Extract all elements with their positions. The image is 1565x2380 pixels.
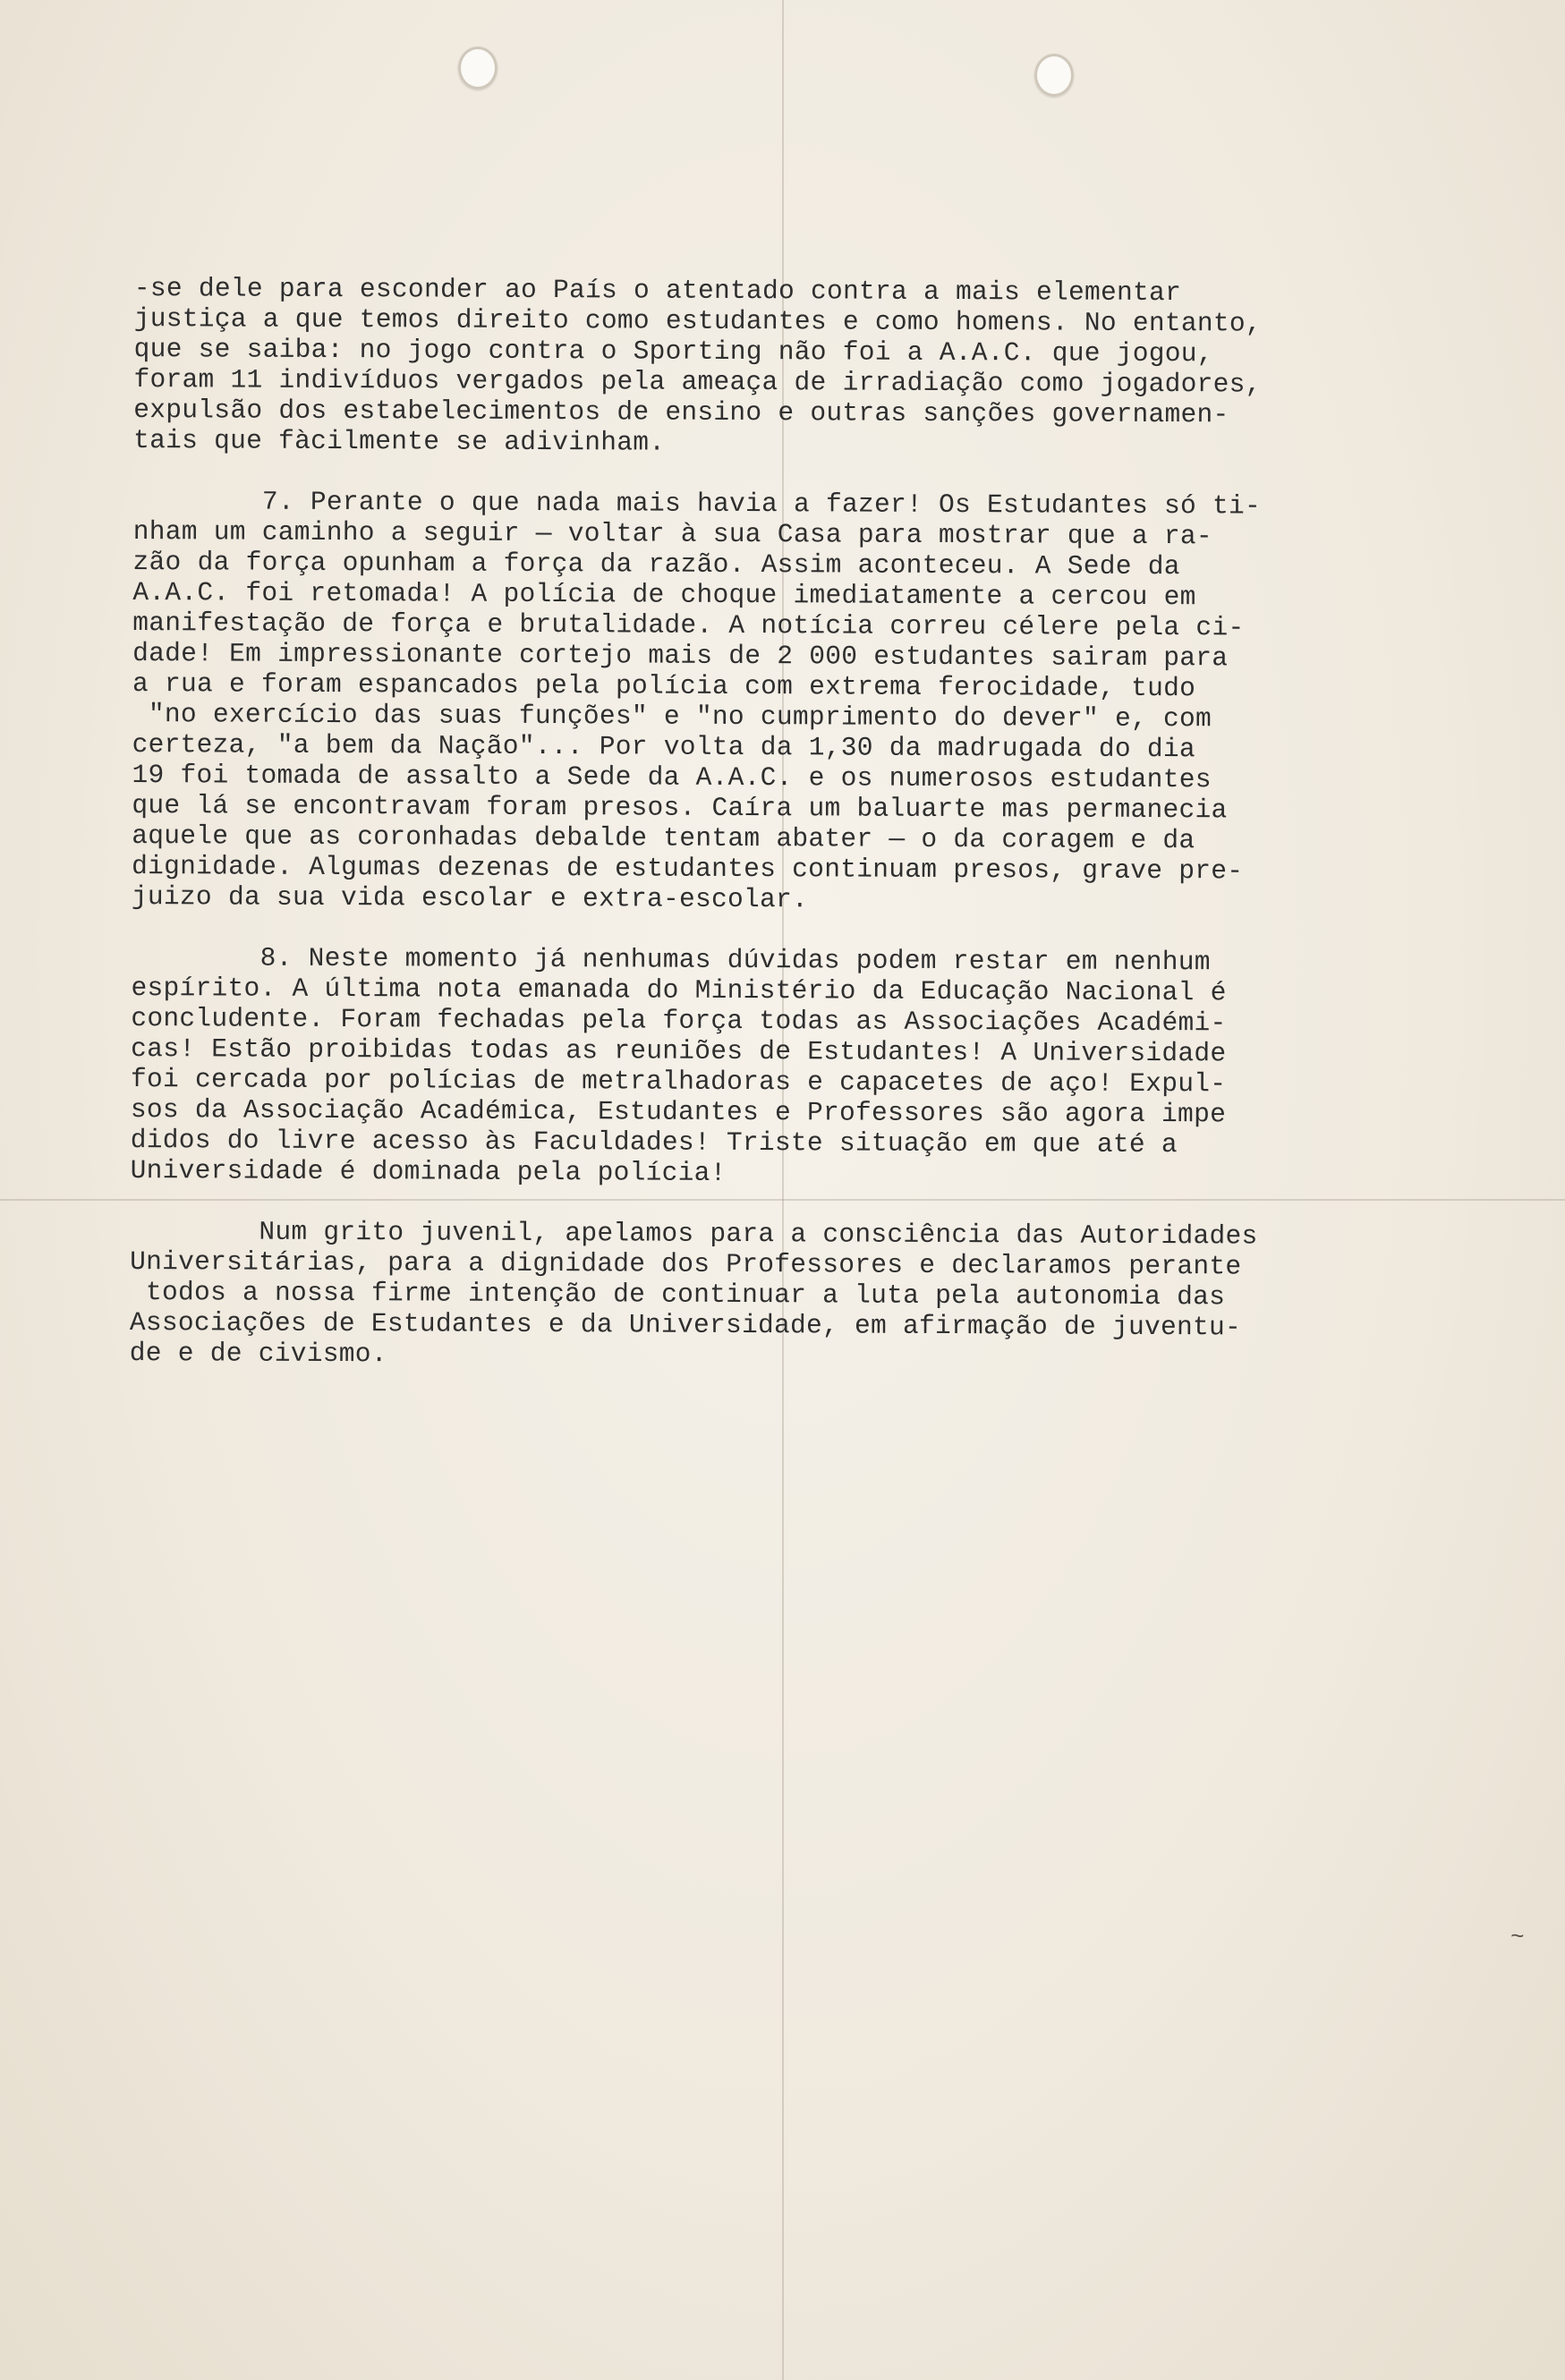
text-line: sos da Associação Académica, Estudantes e Professores são agora impe — [130, 1093, 1227, 1130]
text-line: tais que fàcilmente se adivinham. — [133, 424, 666, 458]
text-line: -se dele para esconder ao País o atentado contra a mais elementar — [133, 273, 1182, 309]
text-line: aquele que as coronhadas debalde tentam abater — o da coragem e da — [132, 820, 1195, 856]
text-line: Universidade é dominada pela polícia! — [130, 1154, 727, 1188]
paragraph-7 — [132, 486, 1377, 917]
text-line: 8. Neste momento já nenhumas dúvidas podem restar em nenhum — [131, 941, 1211, 978]
text-line: que lá se encontravam foram presos. Caíra um baluarte mas permanecia — [132, 789, 1228, 826]
text-line: certeza, "a bem da Nação"... Por volta da 1,30 da madrugada do dia — [132, 728, 1195, 765]
text-line: juizo da sua vida escolar e extra-escolar. — [131, 880, 809, 915]
text-line: Associações de Estudantes e da Universidade, em afirmação de juventu- — [129, 1306, 1242, 1343]
text-line: zão da força opunham a força da razão. Assim aconteceu. A Sede da — [132, 546, 1180, 582]
punch-hole-left — [458, 47, 498, 89]
paragraph-8 — [131, 942, 1375, 1191]
typewritten-text — [130, 273, 1378, 1373]
text-line: A.A.C. foi retomada! A polícia de choque imediatamente a cercou em — [132, 576, 1196, 613]
text-line: que se saiba: no jogo contra o Sporting não foi a A.A.C. que jogou, — [133, 333, 1213, 370]
text-line: todos a nossa firme intenção de continuar a luta pela autonomia das — [129, 1276, 1226, 1313]
text-line: foi cercada por polícias de metralhadoras e capacetes de aço! Expul- — [130, 1063, 1227, 1100]
text-line: dignidade. Algumas dezenas de estudantes continuam presos, grave pre- — [132, 850, 1244, 887]
punch-hole-right — [1034, 54, 1074, 97]
text-line: dade! Em impressionante cortejo mais de 2 000 estudantes sairam para — [132, 637, 1229, 674]
paragraph-continuation — [133, 273, 1378, 461]
text-line: 19 foi tomada de assalto a Sede da A.A.C. e os numerosos estudantes — [132, 759, 1212, 795]
text-line: foram 11 indivíduos vergados pela ameaça de irradiação como jogadores, — [133, 363, 1262, 400]
text-line: manifestação de força e brutalidade. A notícia correu célere pela ci- — [132, 607, 1245, 643]
margin-mark: ~ — [1510, 1924, 1525, 1951]
text-line: didos do livre acesso às Faculdades! Triste situação em que até a — [130, 1124, 1178, 1160]
text-line: "no exercício das suas funções" e "no cumprimento do dever" e, com — [132, 698, 1212, 735]
text-line: expulsão dos estabelecimentos de ensino e outras sanções governamen- — [133, 394, 1229, 430]
text-line: Universitárias, para a dignidade dos Professores e declaramos perante — [130, 1245, 1242, 1282]
text-line: de e de civismo. — [129, 1337, 387, 1370]
text-line: cas! Estão proibidas todas as reuniões de Estudantes! A Universidade — [131, 1033, 1227, 1069]
text-line: Num grito juvenil, apelamos para a consciência das Autoridades — [130, 1215, 1258, 1252]
paragraph-final — [130, 1216, 1374, 1373]
text-line: espírito. A última nota emanada do Ministério da Educação Nacional é — [131, 972, 1227, 1008]
text-line: nham um caminho a seguir — voltar à sua Casa para mostrar que a ra- — [132, 515, 1213, 552]
text-line: concludente. Foram fechadas pela força todas as Associações Académi- — [131, 1002, 1227, 1039]
text-line: a rua e foram espancados pela polícia com extrema ferocidade, tudo — [132, 667, 1196, 704]
text-line: 7. Perante o que nada mais havia a fazer! Os Estudantes só ti- — [132, 485, 1262, 522]
text-line: justiça a que temos direito como estudantes e como homens. No entanto, — [133, 302, 1263, 339]
